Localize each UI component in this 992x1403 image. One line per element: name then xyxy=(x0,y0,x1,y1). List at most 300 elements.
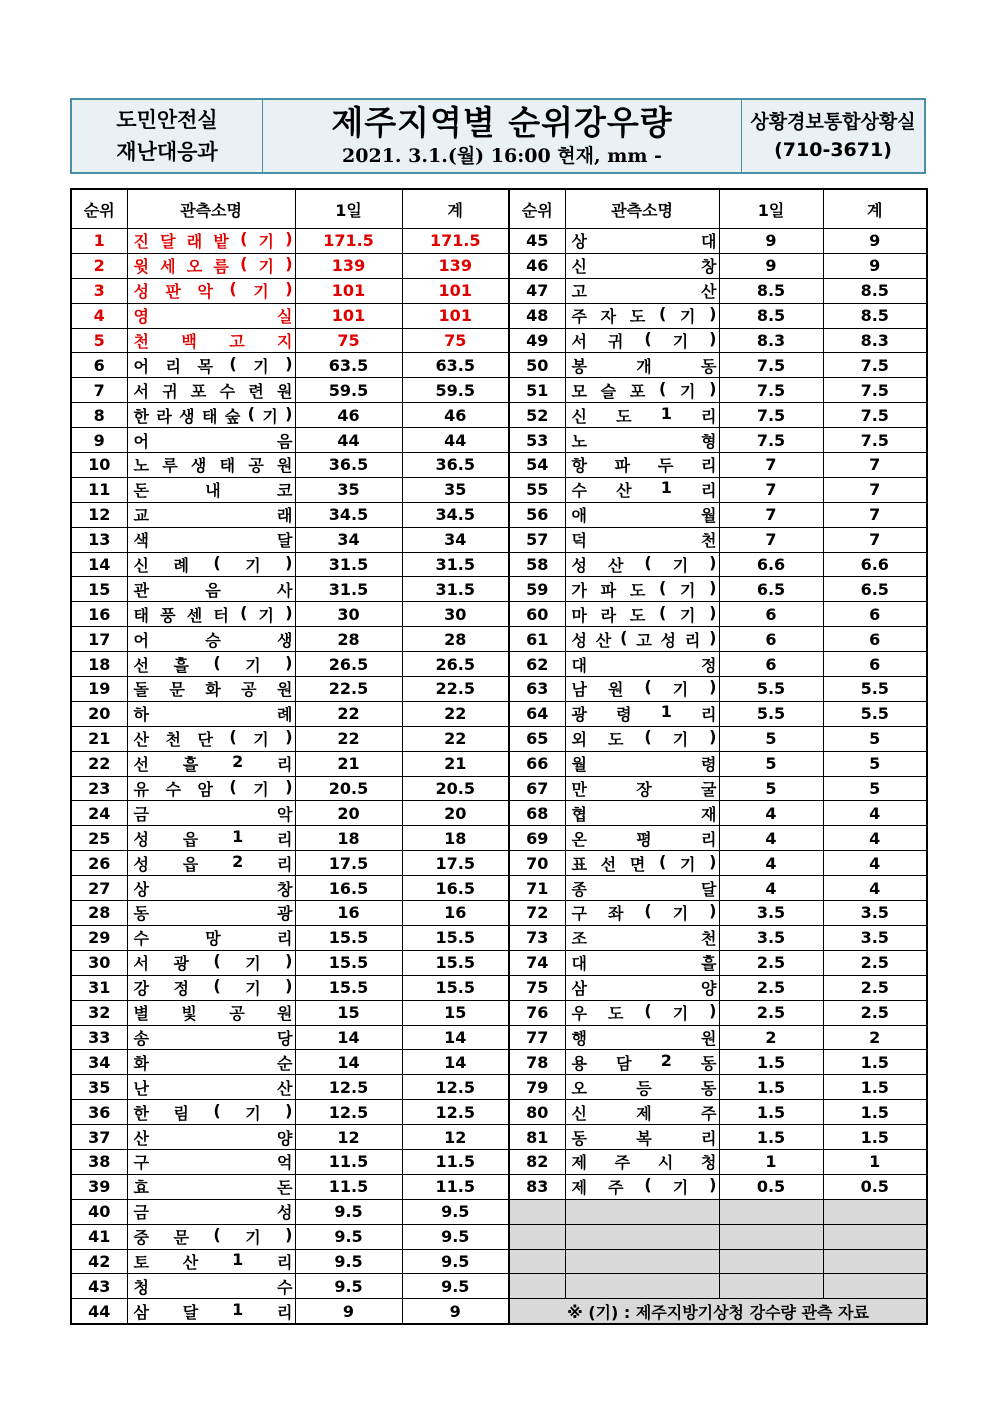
station-name: 서 귀 포 수 련 원 xyxy=(133,381,293,401)
table-row xyxy=(71,477,927,502)
table-row xyxy=(71,527,927,552)
table-row xyxy=(71,428,927,453)
total-rain-cell: 5.5 xyxy=(823,701,927,726)
station-name-cell xyxy=(127,801,295,826)
total-rain-cell: 101 xyxy=(402,278,509,303)
office-name: 상황경보통합상황실 xyxy=(750,111,916,133)
empty-cell xyxy=(719,1224,823,1249)
station-name: 송 당 xyxy=(133,1028,293,1048)
station-name: 구 억 xyxy=(133,1153,293,1173)
station-name: 노 루 생 태 공 원 xyxy=(133,456,293,476)
station-name: 용 담 2 동 xyxy=(571,1050,717,1073)
station-name: 대 흘 xyxy=(571,954,717,974)
station-name: 교 래 xyxy=(133,506,293,526)
day-rain-cell: 9 xyxy=(719,253,823,278)
rank-cell: 83 xyxy=(509,1174,565,1199)
table-row xyxy=(71,253,927,278)
day-rain-cell: 3.5 xyxy=(719,901,823,926)
station-name: 신 례 ( 기 ) xyxy=(133,553,293,576)
table-row xyxy=(71,303,927,328)
day-rain-cell: 6.5 xyxy=(719,577,823,602)
total-rain-cell: 75 xyxy=(402,328,509,353)
station-name: 모 슬 포 ( 기 ) xyxy=(571,378,717,401)
rank-cell: 25 xyxy=(71,826,127,851)
total-rain-cell: 14 xyxy=(402,1050,509,1075)
total-rain-cell: 3.5 xyxy=(823,925,927,950)
station-name: 어 리 목 ( 기 ) xyxy=(133,353,293,376)
station-name-cell xyxy=(127,428,295,453)
station-name: 동 복 리 xyxy=(571,1128,717,1148)
station-name-cell xyxy=(565,677,719,702)
rank-cell: 82 xyxy=(509,1149,565,1174)
station-name-cell xyxy=(127,303,295,328)
day-rain-cell: 8.3 xyxy=(719,328,823,353)
table-row xyxy=(71,1249,927,1274)
total-rain-cell: 59.5 xyxy=(402,378,509,403)
total-rain-cell: 8.5 xyxy=(823,303,927,328)
rank-cell: 36 xyxy=(71,1100,127,1125)
day-rain-cell: 16.5 xyxy=(295,876,402,901)
total-rain-cell: 31.5 xyxy=(402,577,509,602)
station-name-cell xyxy=(127,925,295,950)
station-name-cell xyxy=(127,1249,295,1274)
report-header xyxy=(70,98,926,174)
station-name: 선 흘 2 리 xyxy=(133,752,293,775)
station-name-cell xyxy=(565,1100,719,1125)
day-rain-cell: 4 xyxy=(719,876,823,901)
station-name: 외 도 ( 기 ) xyxy=(571,727,717,750)
rank-cell: 38 xyxy=(71,1149,127,1174)
table-row xyxy=(71,378,927,403)
total-rain-cell: 2 xyxy=(823,1025,927,1050)
rank-cell: 47 xyxy=(509,278,565,303)
station-name: 월 령 xyxy=(571,755,717,775)
station-name: 성 읍 2 리 xyxy=(133,851,293,874)
station-name-cell xyxy=(127,1199,295,1224)
station-name-cell xyxy=(127,602,295,627)
station-name: 성 산 ( 기 ) xyxy=(571,553,717,576)
empty-cell xyxy=(823,1274,927,1299)
rank-cell: 20 xyxy=(71,701,127,726)
table-row xyxy=(71,801,927,826)
total-rain-cell: 1.5 xyxy=(823,1125,927,1150)
station-name-cell xyxy=(127,1224,295,1249)
rank-cell: 24 xyxy=(71,801,127,826)
total-rain-cell: 12 xyxy=(402,1125,509,1150)
rank-cell: 68 xyxy=(509,801,565,826)
rank-cell: 18 xyxy=(71,652,127,677)
day-rain-cell: 9.5 xyxy=(295,1274,402,1299)
rank-cell: 45 xyxy=(509,229,565,254)
station-name: 돌 문 화 공 원 xyxy=(133,680,293,700)
day-rain-cell: 7 xyxy=(719,477,823,502)
station-name: 신 도 1 리 xyxy=(571,403,717,426)
total-rain-cell: 9 xyxy=(402,1299,509,1324)
rank-cell: 30 xyxy=(71,950,127,975)
total-rain-cell: 9 xyxy=(823,229,927,254)
day-rain-cell: 2.5 xyxy=(719,975,823,1000)
rank-cell: 39 xyxy=(71,1174,127,1199)
rank-cell: 17 xyxy=(71,627,127,652)
station-name-cell xyxy=(127,1174,295,1199)
total-rain-cell: 101 xyxy=(402,303,509,328)
station-name: 산 천 단 ( 기 ) xyxy=(133,727,293,750)
rank-cell: 72 xyxy=(509,901,565,926)
total-rain-cell: 11.5 xyxy=(402,1174,509,1199)
total-rain-cell: 7 xyxy=(823,453,927,478)
day-rain-cell: 2.5 xyxy=(719,950,823,975)
table-row xyxy=(71,502,927,527)
rank-cell: 64 xyxy=(509,701,565,726)
department-line-1: 도민안전실 xyxy=(116,108,218,132)
station-name-cell xyxy=(565,502,719,527)
day-rain-cell: 11.5 xyxy=(295,1174,402,1199)
station-name-cell xyxy=(565,428,719,453)
day-rain-cell: 6 xyxy=(719,652,823,677)
rank-cell: 49 xyxy=(509,328,565,353)
day-rain-cell: 8.5 xyxy=(719,303,823,328)
day-rain-cell: 5.5 xyxy=(719,701,823,726)
day-rain-cell: 7.5 xyxy=(719,378,823,403)
total-rain-cell: 4 xyxy=(823,851,927,876)
rainfall-table xyxy=(70,188,928,1325)
station-name-cell xyxy=(127,328,295,353)
station-name: 삼 양 xyxy=(571,979,717,999)
rank-cell: 27 xyxy=(71,876,127,901)
day-rain-cell: 1.5 xyxy=(719,1125,823,1150)
day-rain-cell: 7.5 xyxy=(719,428,823,453)
station-name-cell xyxy=(565,901,719,926)
total-rain-cell: 12.5 xyxy=(402,1100,509,1125)
total-rain-cell: 5 xyxy=(823,776,927,801)
day-rain-cell: 9.5 xyxy=(295,1199,402,1224)
day-rain-cell: 22 xyxy=(295,701,402,726)
rank-cell: 55 xyxy=(509,477,565,502)
empty-cell xyxy=(565,1249,719,1274)
table-row xyxy=(71,278,927,303)
station-name-cell xyxy=(565,975,719,1000)
day-rain-cell: 15 xyxy=(295,1000,402,1025)
day-rain-cell: 4 xyxy=(719,851,823,876)
station-name-cell xyxy=(127,1075,295,1100)
total-rain-cell: 6 xyxy=(823,627,927,652)
station-name: 상 창 xyxy=(133,879,293,899)
table-row xyxy=(71,1274,927,1299)
station-name-cell xyxy=(127,477,295,502)
station-name-cell xyxy=(127,1149,295,1174)
empty-cell xyxy=(719,1249,823,1274)
station-name-cell xyxy=(565,1050,719,1075)
station-name: 성 산 ( 고 성 리 ) xyxy=(571,627,717,650)
station-name: 서 귀 ( 기 ) xyxy=(571,329,717,351)
day-rain-cell: 6 xyxy=(719,627,823,652)
rank-cell: 71 xyxy=(509,876,565,901)
station-name-cell xyxy=(565,950,719,975)
total-rain-cell: 12.5 xyxy=(402,1075,509,1100)
day-rain-cell: 2 xyxy=(719,1025,823,1050)
total-rain-cell: 139 xyxy=(402,253,509,278)
station-name-cell xyxy=(127,1274,295,1299)
day-rain-cell: 34 xyxy=(295,527,402,552)
station-name-cell xyxy=(127,253,295,278)
total-rain-cell: 7.5 xyxy=(823,353,927,378)
day-rain-cell: 12 xyxy=(295,1125,402,1150)
station-name-cell xyxy=(565,751,719,776)
day-rain-cell: 31.5 xyxy=(295,577,402,602)
total-rain-cell: 34 xyxy=(402,527,509,552)
day-rain-cell: 31.5 xyxy=(295,552,402,577)
station-name: 조 천 xyxy=(571,929,717,949)
rank-cell: 53 xyxy=(509,428,565,453)
rank-cell: 48 xyxy=(509,303,565,328)
station-name-cell xyxy=(565,826,719,851)
total-rain-cell: 22 xyxy=(402,726,509,751)
total-rain-cell: 6 xyxy=(823,602,927,627)
station-name-cell xyxy=(565,378,719,403)
station-name-cell xyxy=(565,801,719,826)
table-row xyxy=(71,925,927,950)
table-row xyxy=(71,403,927,428)
rank-cell: 5 xyxy=(71,328,127,353)
rank-cell: 29 xyxy=(71,925,127,950)
department-box xyxy=(72,100,263,172)
day-rain-cell: 75 xyxy=(295,328,402,353)
table-row xyxy=(71,577,927,602)
title-box xyxy=(263,100,742,172)
rank-cell: 75 xyxy=(509,975,565,1000)
station-name-cell xyxy=(127,502,295,527)
table-row xyxy=(71,701,927,726)
day-rain-cell: 139 xyxy=(295,253,402,278)
station-name: 성 판 악 ( 기 ) xyxy=(133,279,293,302)
total-rain-cell: 11.5 xyxy=(402,1149,509,1174)
day-rain-cell: 101 xyxy=(295,303,402,328)
total-rain-cell: 35 xyxy=(402,477,509,502)
table-header-row xyxy=(71,189,927,229)
day-rain-cell: 9 xyxy=(719,229,823,254)
station-name: 봉 개 동 xyxy=(571,356,717,376)
station-name: 표 선 면 ( 기 ) xyxy=(571,851,717,874)
station-name: 천 백 고 지 xyxy=(133,332,293,351)
total-rain-cell: 1.5 xyxy=(823,1075,927,1100)
empty-cell xyxy=(509,1224,565,1249)
rank-cell: 16 xyxy=(71,602,127,627)
total-rain-cell: 8.5 xyxy=(823,278,927,303)
rank-cell: 57 xyxy=(509,527,565,552)
station-name-cell xyxy=(565,652,719,677)
empty-cell xyxy=(823,1199,927,1224)
table-row xyxy=(71,652,927,677)
station-name-cell xyxy=(127,851,295,876)
station-name: 수 산 1 리 xyxy=(571,478,717,501)
station-name: 윗 세 오 름 ( 기 ) xyxy=(133,254,293,277)
station-name: 서 광 ( 기 ) xyxy=(133,951,293,974)
station-name-cell xyxy=(127,950,295,975)
day-rain-cell: 46 xyxy=(295,403,402,428)
station-name: 어 음 xyxy=(133,431,293,451)
total-rain-cell: 7 xyxy=(823,477,927,502)
total-rain-cell: 5 xyxy=(823,751,927,776)
station-name: 유 수 암 ( 기 ) xyxy=(133,777,293,800)
rank-cell: 15 xyxy=(71,577,127,602)
station-name: 토 산 1 리 xyxy=(133,1249,293,1272)
table-row xyxy=(71,1075,927,1100)
rank-cell: 23 xyxy=(71,776,127,801)
total-rain-cell: 2.5 xyxy=(823,1000,927,1025)
office-phone: (710-3671) xyxy=(774,139,892,161)
station-name-cell xyxy=(565,453,719,478)
day-rain-cell: 4 xyxy=(719,826,823,851)
station-name: 가 파 도 ( 기 ) xyxy=(571,577,717,600)
table-row xyxy=(71,328,927,353)
table-row xyxy=(71,1199,927,1224)
empty-cell xyxy=(823,1224,927,1249)
station-name: 청 수 xyxy=(133,1277,293,1297)
station-name-cell xyxy=(565,1125,719,1150)
rank-cell: 14 xyxy=(71,552,127,577)
table-row xyxy=(71,826,927,851)
day-rain-cell: 14 xyxy=(295,1025,402,1050)
table-row xyxy=(71,353,927,378)
station-name-cell xyxy=(565,726,719,751)
col-station-left: 관측소명 xyxy=(127,189,295,229)
day-rain-cell: 20.5 xyxy=(295,776,402,801)
total-rain-cell: 44 xyxy=(402,428,509,453)
rank-cell: 70 xyxy=(509,851,565,876)
station-name: 화 순 xyxy=(133,1053,293,1073)
station-name: 대 정 xyxy=(571,655,717,675)
total-rain-cell: 21 xyxy=(402,751,509,776)
day-rain-cell: 44 xyxy=(295,428,402,453)
total-rain-cell: 7 xyxy=(823,527,927,552)
day-rain-cell: 22.5 xyxy=(295,677,402,702)
rank-cell: 31 xyxy=(71,975,127,1000)
rank-cell: 7 xyxy=(71,378,127,403)
station-name-cell xyxy=(127,403,295,428)
station-name: 남 원 ( 기 ) xyxy=(571,677,717,700)
col-day-right: 1일 xyxy=(719,189,823,229)
rank-cell: 13 xyxy=(71,527,127,552)
station-name: 영 실 xyxy=(133,307,293,327)
day-rain-cell: 7 xyxy=(719,527,823,552)
day-rain-cell: 7.5 xyxy=(719,353,823,378)
col-rank-left: 순위 xyxy=(71,189,127,229)
total-rain-cell: 15.5 xyxy=(402,975,509,1000)
empty-cell xyxy=(719,1274,823,1299)
total-rain-cell: 0.5 xyxy=(823,1174,927,1199)
rank-cell: 40 xyxy=(71,1199,127,1224)
total-rain-cell: 2.5 xyxy=(823,950,927,975)
station-name: 만 장 굴 xyxy=(571,780,717,800)
station-name-cell xyxy=(565,278,719,303)
rank-cell: 21 xyxy=(71,726,127,751)
table-row xyxy=(71,1050,927,1075)
rank-cell: 73 xyxy=(509,925,565,950)
total-rain-cell: 9.5 xyxy=(402,1199,509,1224)
rank-cell: 65 xyxy=(509,726,565,751)
station-name-cell xyxy=(565,776,719,801)
station-name-cell xyxy=(565,403,719,428)
rank-cell: 10 xyxy=(71,453,127,478)
rank-cell: 66 xyxy=(509,751,565,776)
rank-cell: 8 xyxy=(71,403,127,428)
station-name: 성 읍 1 리 xyxy=(133,826,293,849)
station-name-cell xyxy=(565,876,719,901)
station-name-cell xyxy=(127,652,295,677)
table-row xyxy=(71,627,927,652)
rank-cell: 44 xyxy=(71,1299,127,1324)
day-rain-cell: 7 xyxy=(719,453,823,478)
table-row xyxy=(71,776,927,801)
col-rank-right: 순위 xyxy=(509,189,565,229)
rank-cell: 61 xyxy=(509,627,565,652)
table-row xyxy=(71,1100,927,1125)
day-rain-cell: 59.5 xyxy=(295,378,402,403)
rank-cell: 12 xyxy=(71,502,127,527)
station-name-cell xyxy=(565,477,719,502)
day-rain-cell: 35 xyxy=(295,477,402,502)
station-name: 중 문 ( 기 ) xyxy=(133,1225,293,1248)
report-title: 제주지역별 순위강우량 xyxy=(331,103,673,142)
table-row xyxy=(71,1025,927,1050)
station-name-cell xyxy=(565,328,719,353)
total-rain-cell: 4 xyxy=(823,826,927,851)
rank-cell: 62 xyxy=(509,652,565,677)
day-rain-cell: 2.5 xyxy=(719,1000,823,1025)
rank-cell: 46 xyxy=(509,253,565,278)
day-rain-cell: 7.5 xyxy=(719,403,823,428)
total-rain-cell: 5.5 xyxy=(823,677,927,702)
day-rain-cell: 22 xyxy=(295,726,402,751)
empty-cell xyxy=(509,1199,565,1224)
station-name-cell xyxy=(565,701,719,726)
station-name-cell xyxy=(127,378,295,403)
rank-cell: 63 xyxy=(509,677,565,702)
station-name: 협 재 xyxy=(571,804,717,824)
footnote: ※ (기) : 제주지방기상청 강수량 관측 자료 xyxy=(509,1299,927,1324)
table-row xyxy=(71,1299,927,1324)
station-name: 돈 내 코 xyxy=(133,481,293,501)
station-name: 제 주 시 청 xyxy=(571,1153,717,1173)
table-row xyxy=(71,950,927,975)
total-rain-cell: 15 xyxy=(402,1000,509,1025)
station-name: 덕 천 xyxy=(571,531,717,551)
station-name-cell xyxy=(565,925,719,950)
col-total-right: 계 xyxy=(823,189,927,229)
station-name: 어 승 생 xyxy=(133,630,293,650)
empty-cell xyxy=(565,1274,719,1299)
total-rain-cell: 18 xyxy=(402,826,509,851)
station-name: 고 산 xyxy=(571,282,717,302)
day-rain-cell: 6.6 xyxy=(719,552,823,577)
day-rain-cell: 15.5 xyxy=(295,950,402,975)
table-row xyxy=(71,229,927,254)
total-rain-cell: 6.6 xyxy=(823,552,927,577)
station-name: 행 원 xyxy=(571,1028,717,1048)
table-row xyxy=(71,1174,927,1199)
col-station-right: 관측소명 xyxy=(565,189,719,229)
station-name-cell xyxy=(565,851,719,876)
station-name: 관 음 사 xyxy=(133,580,293,600)
rank-cell: 34 xyxy=(71,1050,127,1075)
station-name: 우 도 ( 기 ) xyxy=(571,1001,717,1024)
day-rain-cell: 12.5 xyxy=(295,1075,402,1100)
total-rain-cell: 31.5 xyxy=(402,552,509,577)
station-name-cell xyxy=(127,1050,295,1075)
rank-cell: 56 xyxy=(509,502,565,527)
total-rain-cell: 5 xyxy=(823,726,927,751)
empty-cell xyxy=(719,1199,823,1224)
